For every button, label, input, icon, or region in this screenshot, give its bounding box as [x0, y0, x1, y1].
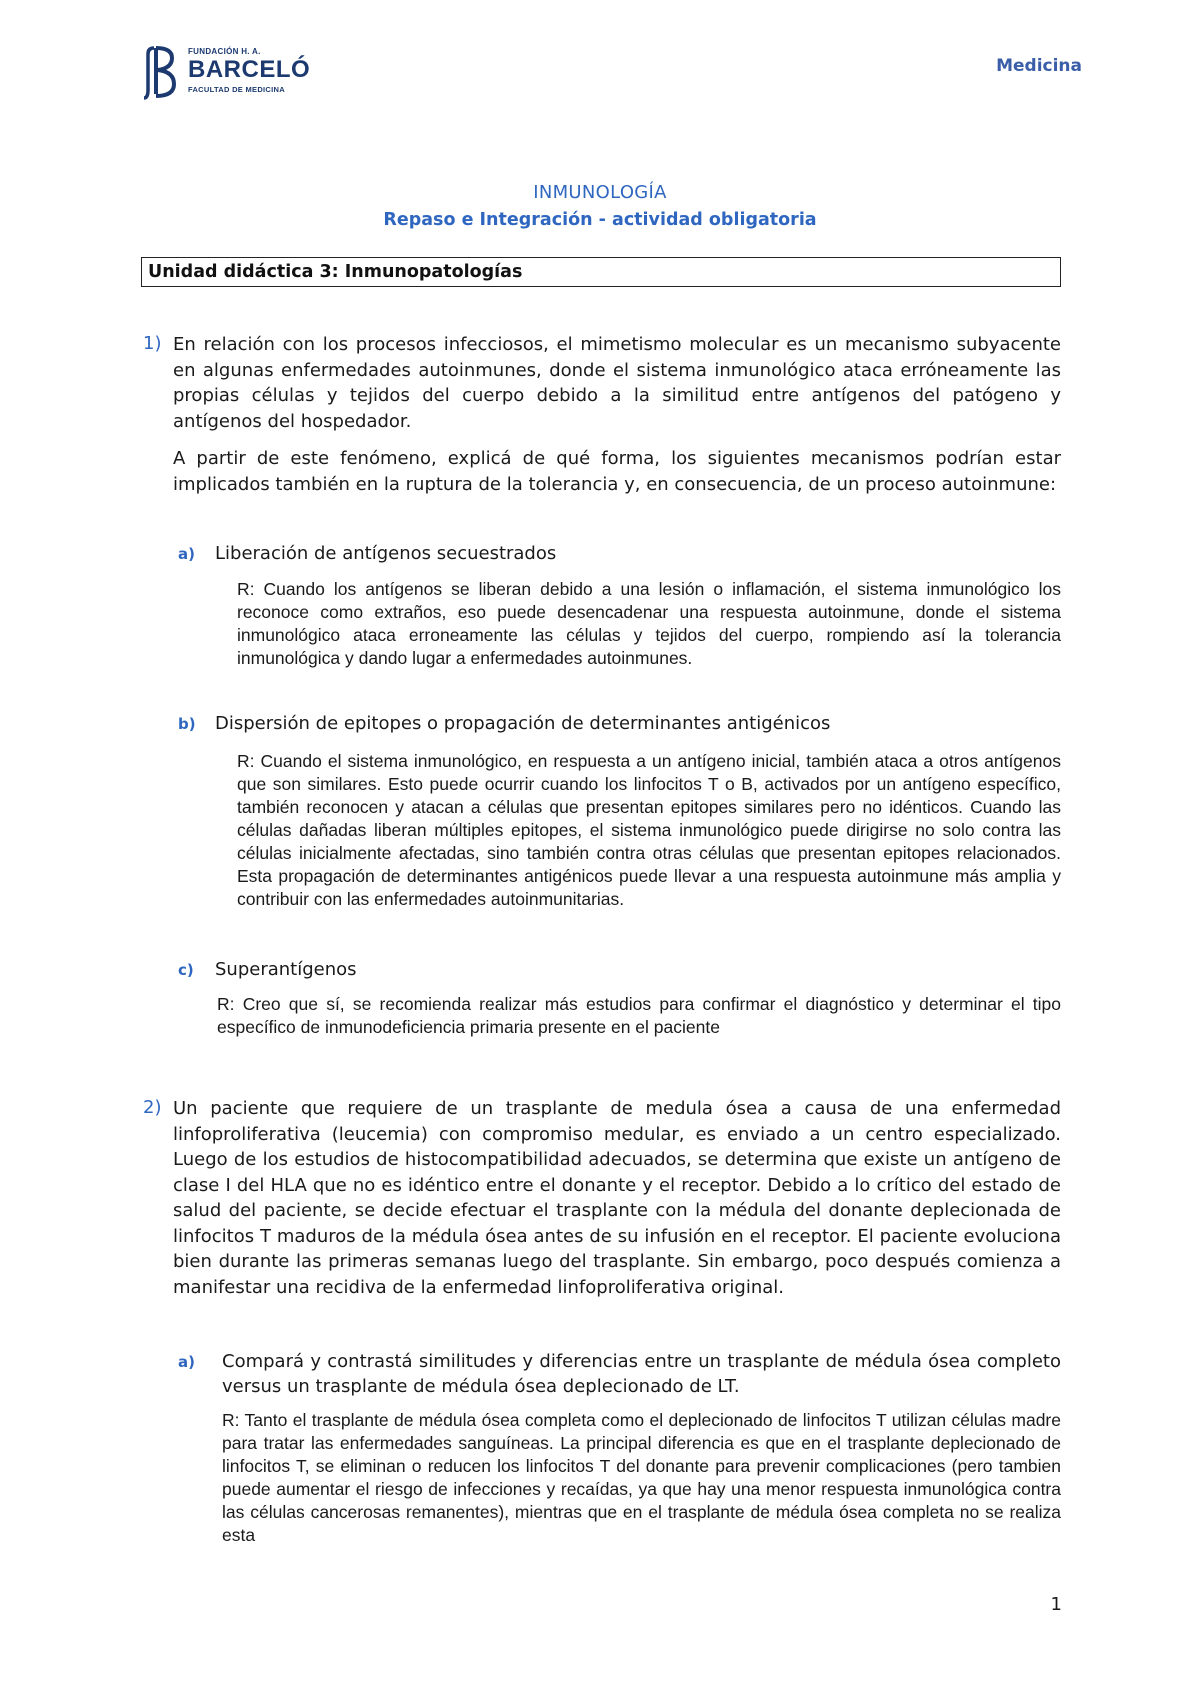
item-heading: Liberación de antígenos secuestrados	[215, 543, 557, 564]
item-letter: c)	[178, 961, 194, 979]
barcelo-logo	[142, 44, 311, 100]
page-title: INMUNOLOGÍA	[533, 182, 667, 203]
barcelo-monogram-icon	[142, 44, 184, 100]
question-paragraph: Un paciente que requiere de un trasplante de medula ósea a causa de una enfermedad linfoproliferativa (leucemia) con compromiso medular, es enviado a un centro especializado. Luego de los estudios de histocompatibilidad adecuados, se determina que existe un antígeno de clase I del HLA que no es idéntico entre el donante y el receptor. Debido a lo crítico del estado de salud del paciente, se decide efectuar el trasplante con la médula del donante deplecionada de linfocitos T maduros de la médula ósea antes de su infusión en el receptor. El paciente evoluciona bien durante las primeras semanas luego del trasplante. Sin embargo, poco después comienza a manifestar una recidiva de la enfermedad linfoproliferativa original.	[173, 1098, 1061, 1298]
unit-heading: Unidad didáctica 3: Inmunopatologías	[141, 257, 1061, 287]
page-number: 1	[1050, 1594, 1062, 1615]
section-label: Medicina	[996, 56, 1082, 76]
question-paragraph: A partir de este fenómeno, explicá de qué forma, los siguientes mecanismos podrían estar implicados también en la ruptura de la tolerancia y, en consecuencia, de un proceso autoinmune:	[173, 448, 1061, 495]
item-answer: R: Tanto el trasplante de médula ósea completa como el deplecionado de linfocitos T utilizan células madre para tratar las enfermedades sanguíneas. La principal diferencia es que en el trasplante deplecionado de linfocitos T, se eliminan o reducen los linfocitos T del donante para prevenir complicaciones (pero tambien puede aumentar el riesgo de infecciones y recaídas, ya que hay una menor respuesta inmunológica contra las células cancerosas remanentes), mientras que en el trasplante de médula ósea completa no se realiza esta	[222, 1410, 1061, 1545]
page-subtitle: Repaso e Integración - actividad obligatoria	[383, 210, 817, 230]
item-answer: R: Cuando los antígenos se liberan debido a una lesión o inflamación, el sistema inmunológico los reconoce como extraños, eso puede desencadenar una respuesta autoinmune, donde el sistema inmunológico ataca erroneamente las células y tejidos del cuerpo, rompiendo así la tolerancia inmunológica y dando lugar a enfermedades autoinmunes.	[237, 579, 1061, 668]
question-paragraph: En relación con los procesos infecciosos, el mimetismo molecular es un mecanismo subyacente en algunas enfermedades autoinmunes, donde el sistema inmunológico ataca erróneamente las propias células y tejidos del cuerpo debido a la similitud entre antígenos del patógeno y antígenos del hospedador.	[173, 334, 1061, 432]
item-letter: b)	[178, 715, 196, 733]
item-heading: Superantígenos	[215, 959, 357, 980]
item-answer: R: Creo que sí, se recomienda realizar más estudios para confirmar el diagnóstico y determinar el tipo específico de inmunodeficiencia primaria presente en el paciente	[217, 994, 1061, 1037]
question-number: 2)	[143, 1097, 162, 1118]
question-number: 1)	[143, 333, 162, 354]
item-heading: Compará y contrastá similitudes y diferencias entre un trasplante de médula ósea completo versus un trasplante de médula ósea deplecionado de LT.	[222, 1351, 1061, 1397]
item-letter: a)	[178, 1353, 195, 1371]
item-answer: R: Cuando el sistema inmunológico, en respuesta a un antígeno inicial, también ataca a otros antígenos que son similares. Esto puede ocurrir cuando los linfocitos T o B, activados por un antígeno específico, también reconocen y atacan a células que presentan epitopes similares pero no idénticos. Cuando las células dañadas liberan múltiples epitopes, el sistema inmunológico puede dirigirse no solo contra las células inicialmente afectadas, sino también contra otras células que presentan epitopes relacionados. Esta propagación de determinantes antigénicos puede llevar a una respuesta autoinmune más amplia y contribuir con las enfermedades autoinmunitarias.	[237, 751, 1061, 909]
logo-name: BARCELÓ	[188, 56, 311, 83]
item-heading: Dispersión de epitopes o propagación de determinantes antigénicos	[215, 713, 831, 734]
item-letter: a)	[178, 545, 195, 563]
logo-faculty-line: FACULTAD DE MEDICINA	[188, 85, 285, 94]
logo-foundation-line: FUNDACIÓN H. A.	[188, 47, 261, 56]
